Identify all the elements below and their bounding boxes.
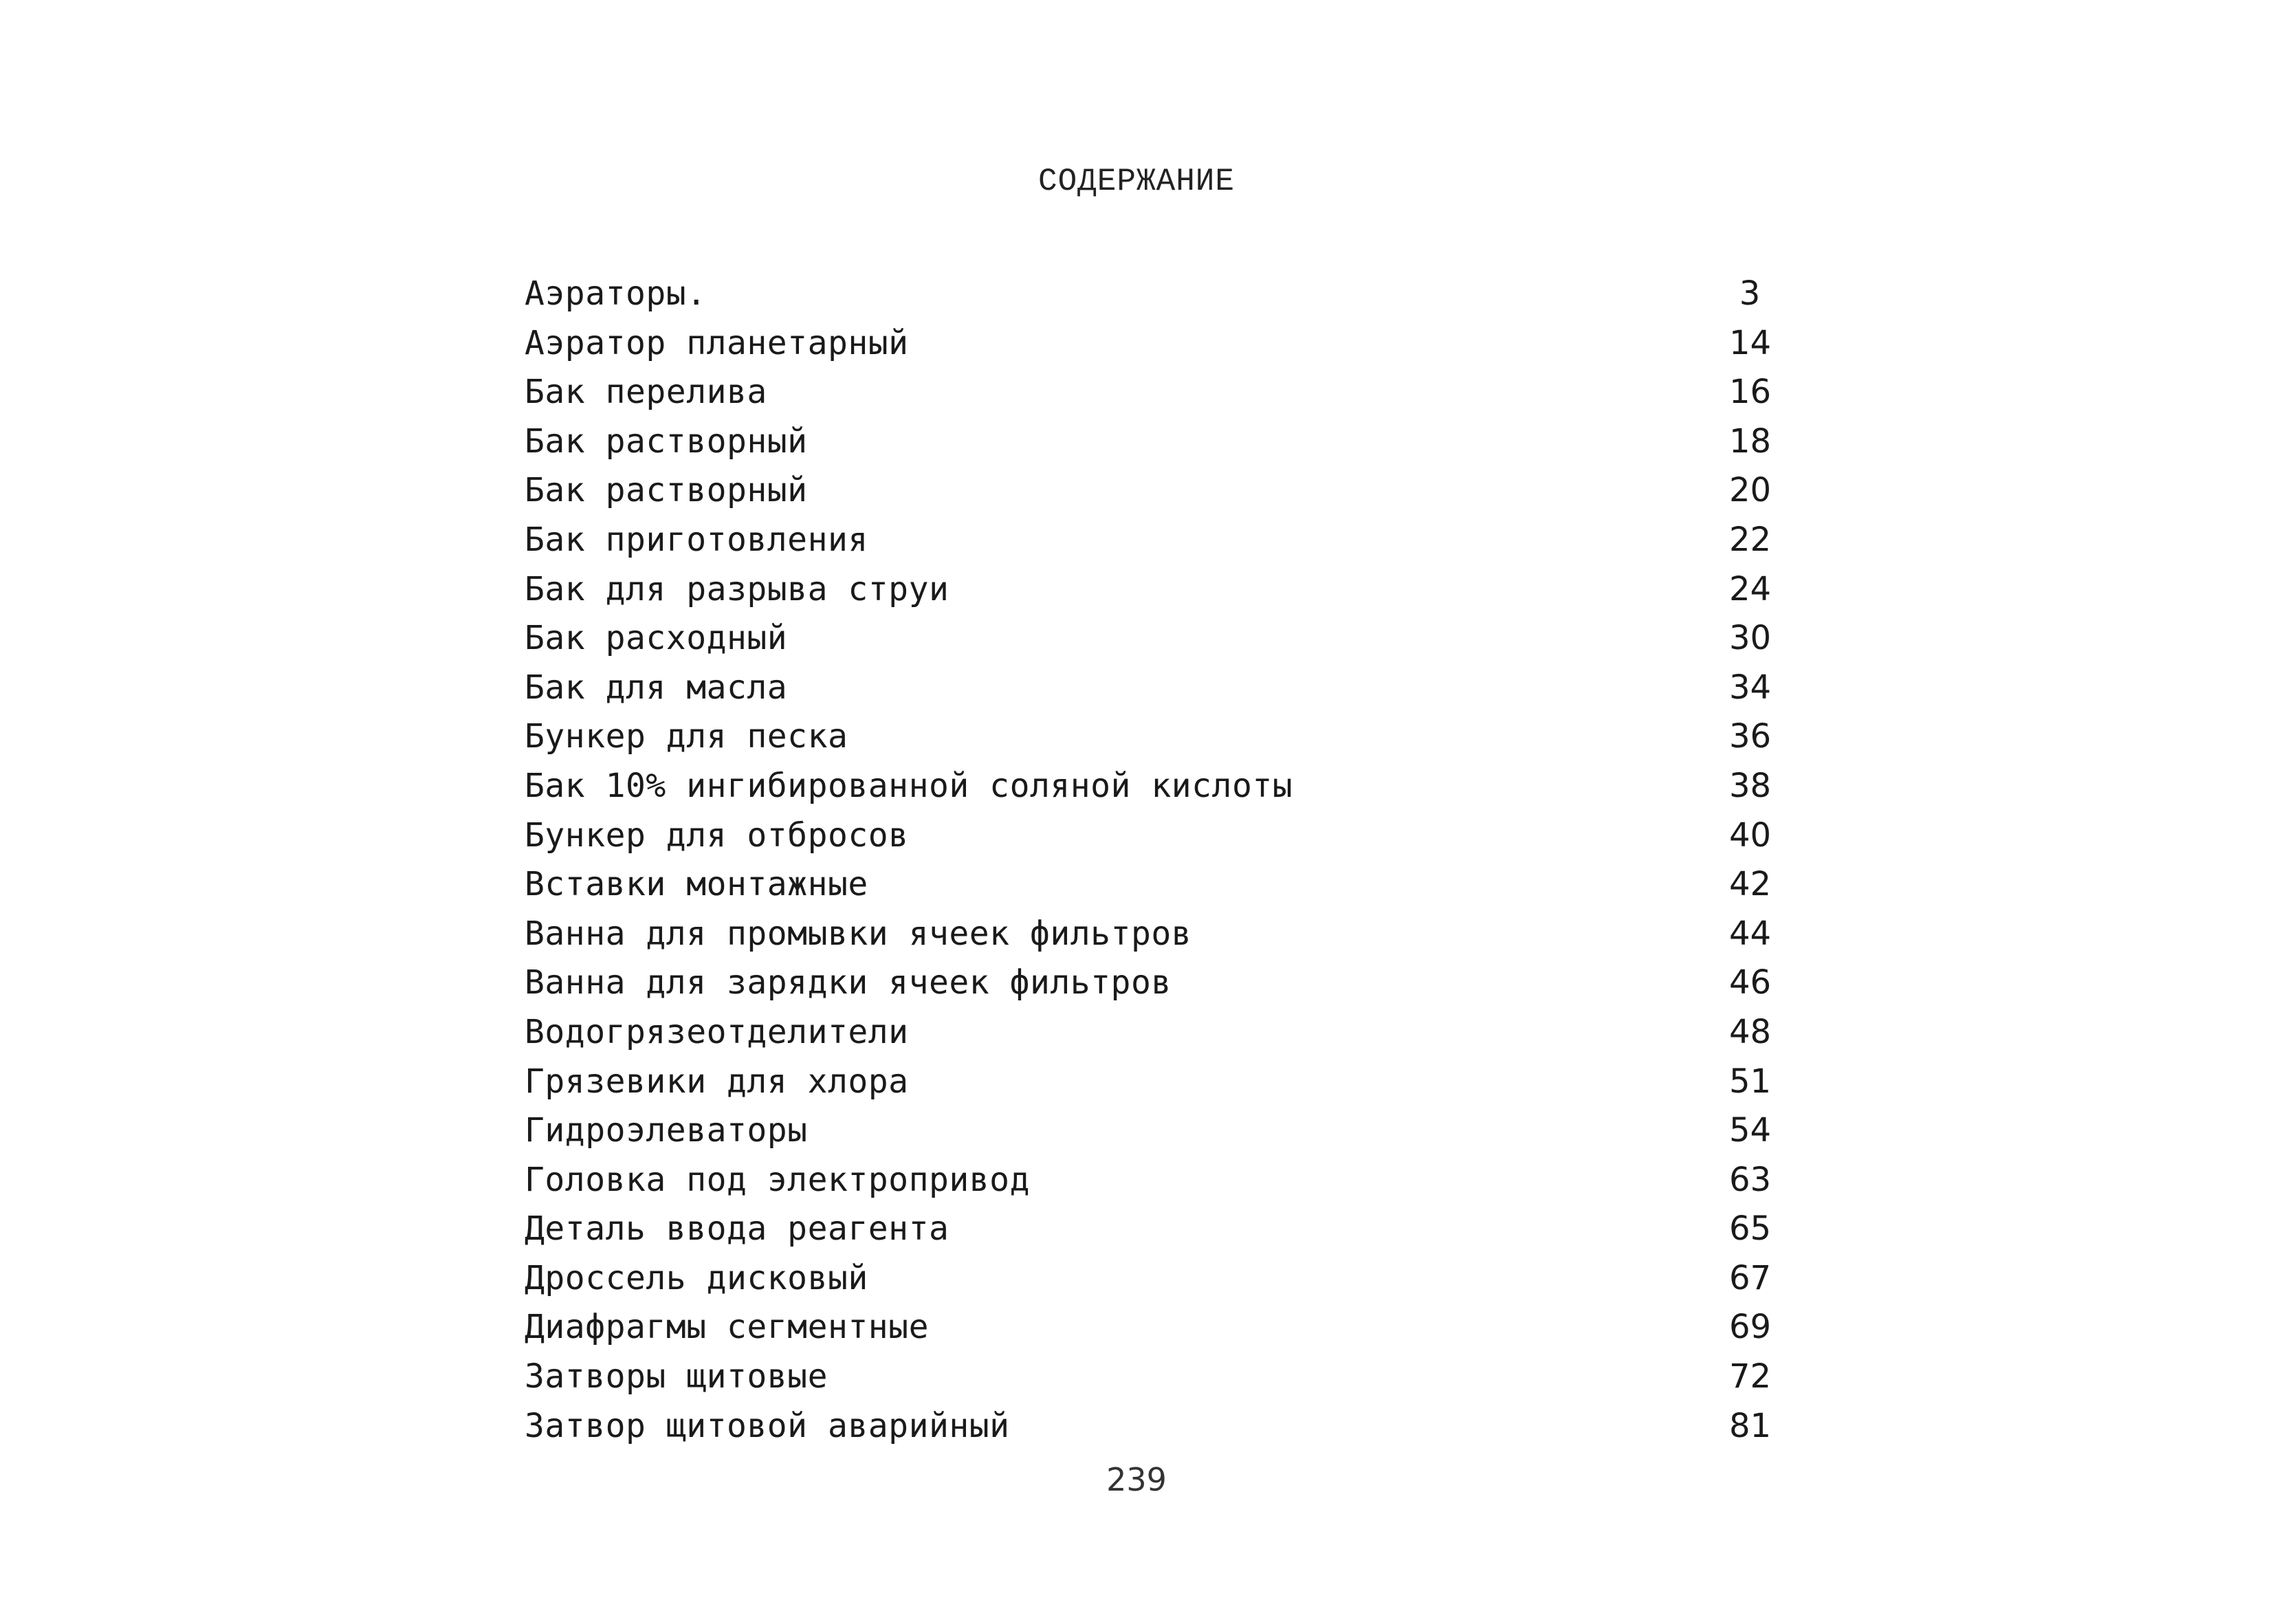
toc-entry: [525, 466, 1783, 516]
toc-entry: [525, 516, 1783, 565]
toc-entry-title: Ванна для промывки ячеек фильтров: [525, 914, 1192, 953]
toc-entry: [525, 860, 1783, 910]
toc-entry-page: 30: [1729, 619, 1772, 658]
toc-entry-title: Аэратор планетарный: [525, 323, 909, 362]
toc-entry-page: 63: [1729, 1160, 1772, 1199]
toc-entry-title: Затвор щитовой аварийный: [525, 1406, 1010, 1445]
toc-entry-title: Бак приготовления: [525, 520, 868, 559]
toc-entry: [525, 1254, 1783, 1304]
toc-entry-page: 14: [1729, 323, 1772, 362]
toc-entry-page: 42: [1729, 865, 1772, 904]
toc-entry-title: Грязевики для хлора: [525, 1062, 909, 1101]
toc-entry-page: 69: [1729, 1308, 1772, 1347]
toc-entry-title: Бак перелива: [525, 373, 767, 412]
toc-entry-title: Гидроэлеваторы: [525, 1111, 808, 1150]
toc-entry: [525, 1303, 1783, 1352]
toc-entry: [525, 614, 1783, 663]
toc-entry-page: 54: [1729, 1111, 1772, 1150]
toc-entry-page: 34: [1729, 668, 1772, 707]
toc-entry-page: 3: [1739, 274, 1761, 313]
toc-entry-title: Вставки монтажные: [525, 865, 868, 904]
toc-entry: [525, 1106, 1783, 1156]
toc-entry-page: 18: [1729, 421, 1772, 461]
toc-entry-page: 51: [1729, 1062, 1772, 1101]
table-of-contents: [525, 270, 1783, 1451]
toc-entry: [525, 1156, 1783, 1205]
toc-entry-page: 81: [1729, 1406, 1772, 1445]
toc-entry: [525, 1352, 1783, 1402]
toc-entry-page: 24: [1729, 569, 1772, 608]
toc-entry-title: Бак растворный: [525, 471, 808, 510]
toc-entry: [525, 958, 1783, 1008]
toc-entry-title: Аэраторы.: [525, 274, 707, 313]
toc-entry-page: 72: [1729, 1357, 1772, 1396]
toc-entry: [525, 910, 1783, 959]
toc-entry: [525, 1008, 1783, 1057]
contents-heading: СОДЕРЖАНИЕ: [1037, 164, 1236, 199]
toc-entry-title: Бункер для отбросов: [525, 815, 909, 855]
toc-entry-page: 40: [1729, 815, 1772, 855]
toc-entry-title: Бак растворный: [525, 421, 808, 461]
toc-entry: [525, 712, 1783, 762]
toc-entry-title: Затворы щитовые: [525, 1357, 828, 1396]
toc-entry-title: Дроссель дисковый: [525, 1258, 868, 1297]
toc-entry-page: 44: [1729, 914, 1772, 953]
page-number: 239: [1106, 1461, 1167, 1498]
toc-entry-title: Бак расходный: [525, 619, 788, 658]
toc-entry: [525, 319, 1783, 369]
toc-entry-page: 22: [1729, 520, 1772, 559]
toc-entry: [525, 1205, 1783, 1254]
toc-entry-page: 67: [1729, 1258, 1772, 1297]
toc-entry-title: Бак для разрыва струи: [525, 569, 949, 608]
toc-entry-page: 48: [1729, 1012, 1772, 1051]
toc-entry: [525, 1402, 1783, 1451]
toc-entry-page: 65: [1729, 1209, 1772, 1249]
toc-entry-title: Бункер для песка: [525, 717, 848, 756]
toc-entry: [525, 270, 1783, 319]
toc-entry: [525, 811, 1783, 861]
toc-entry: [525, 417, 1783, 467]
toc-entry-title: Водогрязеотделители: [525, 1012, 909, 1051]
toc-entry-title: Бак 10% ингибированной соляной кислоты: [525, 766, 1293, 805]
toc-entry-page: 46: [1729, 963, 1772, 1002]
toc-entry-title: Бак для масла: [525, 668, 788, 707]
toc-entry-title: Диафрагмы сегментные: [525, 1308, 929, 1347]
toc-entry-page: 16: [1729, 373, 1772, 412]
toc-entry-page: 20: [1729, 471, 1772, 510]
toc-entry: [525, 368, 1783, 417]
toc-entry-page: 36: [1729, 717, 1772, 756]
toc-entry-title: Деталь ввода реагента: [525, 1209, 949, 1249]
toc-entry-title: Головка под электропривод: [525, 1160, 1030, 1199]
toc-entry-page: 38: [1729, 766, 1772, 805]
toc-entry-title: Ванна для зарядки ячеек фильтров: [525, 963, 1172, 1002]
toc-entry: [525, 663, 1783, 713]
toc-entry: [525, 762, 1783, 811]
toc-entry: [525, 1057, 1783, 1107]
toc-entry: [525, 565, 1783, 615]
